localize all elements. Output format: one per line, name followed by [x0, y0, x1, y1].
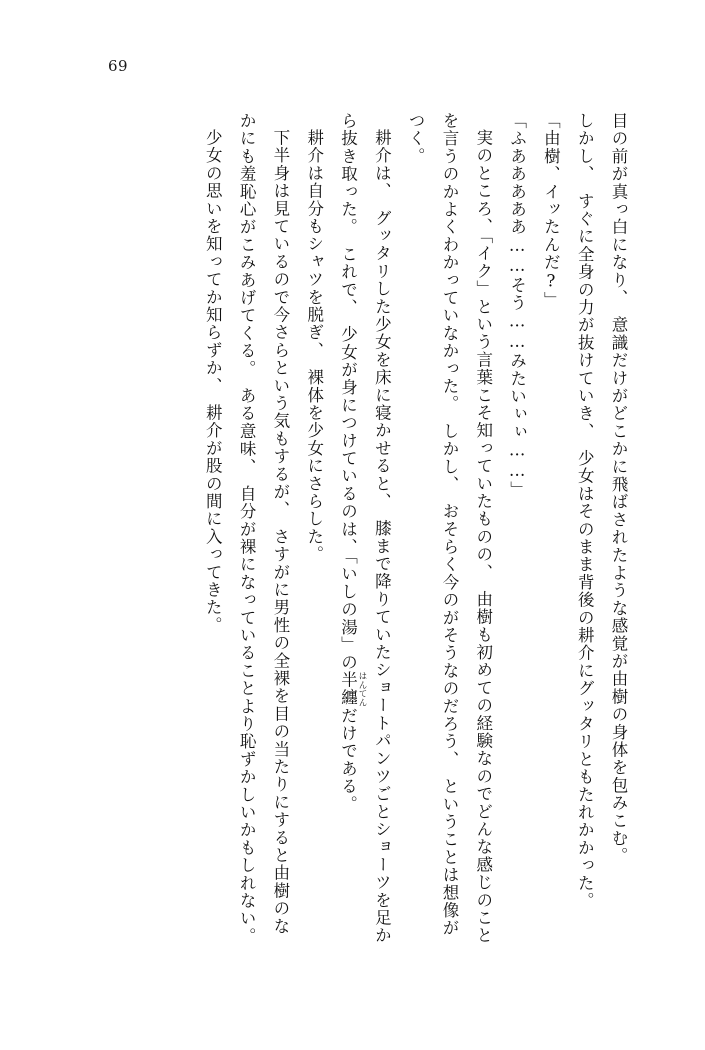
- paragraph: 少女の思いを知ってか知らずか、 耕介が股の間に入ってきた。: [203, 128, 223, 634]
- paragraph: しかし、 すぐに全身の力が抜けていき、 少女はそのまま背後の耕介にグッタリともたれかかった。: [575, 112, 595, 910]
- paragraph-dialogue: 「由樹、イッたんだ?」: [541, 112, 561, 310]
- paragraph: 下半身は見ているので今さらという気もするが、 さすがに男性の全裸を目の当たりにすると由樹のなかにも羞恥心がこみあげてくる。 ある意味、 自分が裸になっていることより恥ずかしいかもしれない。: [237, 112, 290, 946]
- paragraph: 目の前が真っ白になり、 意識だけがどこかに飛ばされたような感覚が由樹の身体を包みこむ。: [609, 112, 628, 865]
- body-text-vertical: [80, 112, 635, 952]
- paragraph-with-ruby: 耕介は、 グッタリした少女を床に寝かせると、 膝まで降りていたショートパンツごとショーツを足から抜き取った。 これで、 少女が身につけているのは、「いしの湯」の半纏 はんてんだけである。: [338, 112, 392, 944]
- paragraph-dialogue: 「ふあああああ……そう……みたいぃぃ……」: [507, 112, 527, 499]
- page-number: 69: [108, 57, 129, 75]
- paragraph: 実のところ、「イク」という言葉こそ知っていたものの、 由樹も初めての経験なのでどんな感じのことを言うのかよくわかっていなかった。 しかし、 おそらく今のがそうなのだろう、 ということは想像がつく。: [406, 112, 493, 944]
- ruby-annotation: 半纏 はんてん: [338, 671, 367, 707]
- paragraph: 耕介は自分もシャツを脱ぎ、 裸体を少女にさらした。: [304, 128, 324, 563]
